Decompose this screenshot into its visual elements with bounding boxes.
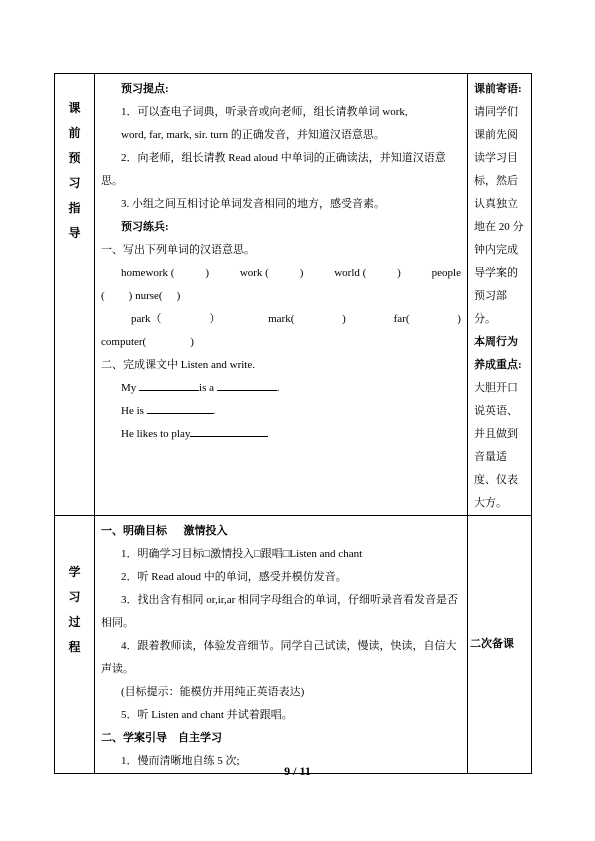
answer-blank[interactable]	[139, 378, 199, 391]
word-item: people	[431, 267, 461, 279]
process-row	[55, 516, 532, 774]
side-heading-2: 本周行为养成重点:	[474, 336, 522, 371]
word-row-4	[101, 331, 461, 354]
process-label-char: 习	[68, 590, 81, 604]
process-label	[55, 516, 95, 774]
word-row-2	[101, 285, 461, 308]
tip-1a: 1．可以查电子词典，听录音或向老师，组长请教单词 work,	[121, 106, 408, 118]
process-label-char: 程	[68, 640, 81, 654]
write-text: .	[276, 382, 280, 394]
step-1-1: 1．明确学习目标□激情投入□跟唱□Listen and chant	[121, 548, 363, 560]
write-text: .	[212, 405, 216, 417]
write-line-3	[101, 423, 461, 446]
step-1-5: 5．听 Listen and chant 并试着跟唱。	[121, 709, 293, 721]
answer-blank[interactable]	[217, 378, 277, 391]
word-item: far(	[393, 313, 410, 325]
side-text-2: 大胆开口说英语、并且做到音量适度、仪表大方。	[474, 382, 518, 509]
write-text: He likes to play	[121, 428, 191, 440]
section-2-title: 二、学案引导 自主学习	[101, 732, 222, 744]
write-text: My	[121, 382, 137, 394]
word-item: )	[457, 313, 461, 325]
word-item: homework (	[121, 267, 175, 279]
preview-label	[55, 74, 95, 516]
preview-label-char: 预	[68, 151, 81, 165]
preview-row	[55, 74, 532, 516]
preview-label-char: 课	[68, 101, 81, 115]
side-heading-1: 课前寄语:	[474, 83, 522, 95]
question-2: 二、完成课文中 Listen and write.	[101, 359, 255, 371]
tip-1b: word, far, mark, sir. turn 的正确发音，并知道汉语意思。	[121, 129, 385, 141]
step-1-2: 2．听 Read aloud 中的单词，感受并模仿发音。	[121, 571, 347, 583]
word-row-3	[101, 308, 461, 331]
word-row-1	[101, 262, 461, 285]
preview-label-char: 习	[68, 176, 81, 190]
process-content	[95, 516, 468, 774]
section-1-title: 一、明确目标 激情投入	[101, 525, 228, 537]
tip-3: 3. 小组之间互相讨论单词发音相同的地方，感受音素。	[121, 198, 385, 210]
word-item: computer(	[101, 336, 147, 348]
write-line-1	[101, 377, 461, 400]
word-item: )	[299, 267, 304, 279]
process-label-char: 学	[68, 565, 81, 579]
word-item: ）	[209, 313, 221, 325]
preview-label-char: 导	[68, 226, 81, 240]
step-1-hint: (目标提示：能模仿并用纯正英语表达)	[121, 686, 305, 698]
word-item: )	[397, 267, 401, 279]
preview-side-note	[468, 74, 532, 516]
word-item: park（	[131, 313, 162, 325]
step-1-3: 3．找出含有相同 or,ir,ar 相同字母组合的单词，仔细听录音看发音是否相同。	[101, 594, 459, 629]
page-number: 9 / 11	[284, 764, 311, 778]
process-label-char: 过	[68, 615, 81, 629]
word-item: ) nurse(	[128, 290, 163, 302]
tip-2: 2．向老师，组长请教 Read aloud 中单词的正确读法，并知道汉语意思。	[101, 152, 446, 187]
side-text-1: 请同学们课前先阅读学习目标，然后认真独立地在 20 分钟内完成导学案的预习部分。	[474, 106, 524, 325]
question-1: 一、写出下列单词的汉语意思。	[101, 244, 255, 256]
word-item: work (	[239, 267, 269, 279]
second-prep-label: 二次备课	[468, 516, 532, 774]
preview-label-char: 指	[68, 201, 81, 215]
write-text: is a	[199, 382, 215, 394]
preview-content	[95, 74, 468, 516]
word-item: (	[101, 290, 105, 302]
practice-title: 预习练兵:	[121, 221, 169, 233]
answer-blank[interactable]	[190, 424, 268, 437]
write-line-2	[101, 400, 461, 423]
step-1-4: 4．跟着教师读，体验发音细节。同学自己试读，慢读，快读，自信大声读。	[101, 640, 457, 675]
step-2-1: 1．慢而清晰地自练 5 次;	[121, 755, 240, 767]
write-text: He is	[121, 405, 144, 417]
word-item: world (	[334, 267, 367, 279]
preview-label-char: 前	[68, 126, 81, 140]
word-item: )	[176, 290, 181, 302]
word-item: mark(	[268, 313, 295, 325]
answer-blank[interactable]	[147, 401, 213, 414]
lesson-table	[54, 73, 532, 774]
word-item: )	[190, 336, 194, 348]
word-item: )	[342, 313, 346, 325]
tips-title: 预习提点:	[121, 83, 169, 95]
word-item: )	[205, 267, 209, 279]
